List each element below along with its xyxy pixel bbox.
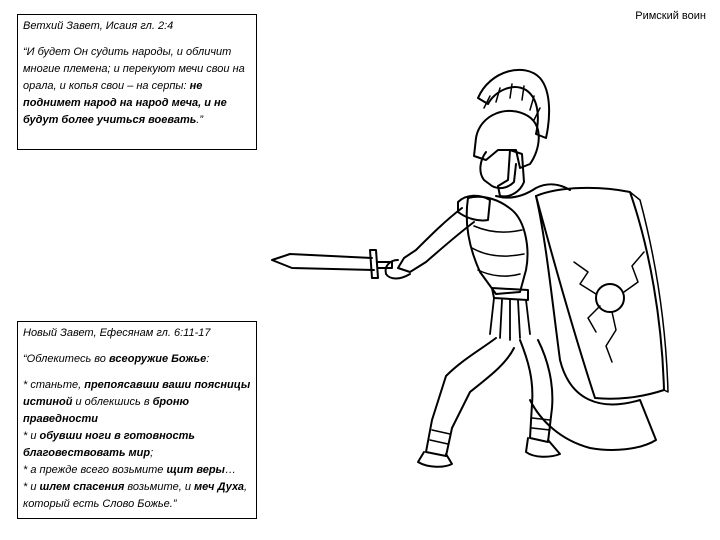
helmet: [474, 111, 539, 168]
new-testament-reference: Новый Завет, Ефесянам гл. 6:11-17: [23, 327, 211, 339]
roman-soldier-illustration: [262, 48, 682, 508]
armor-item-bold2: меч Духа: [194, 481, 245, 493]
quote-open-mark: “: [23, 46, 27, 58]
armor-item: [23, 462, 251, 479]
pteruges: [490, 298, 530, 340]
back-leg: [520, 340, 552, 442]
boot-straps: [430, 418, 550, 444]
armor-item: [23, 479, 251, 513]
slide-title: Римский воин: [635, 10, 706, 22]
armor-item-suffix: и облекшись в: [72, 396, 153, 408]
shield-boss: [596, 284, 624, 312]
armor-intro-bold: всеоружие Божье: [108, 353, 207, 365]
armor-intro: [23, 351, 251, 368]
cape: [530, 196, 656, 450]
armor-intro-end: :: [206, 353, 210, 365]
armor-item-bold2: броню праведности: [23, 396, 190, 425]
old-testament-quote: [23, 44, 251, 129]
new-testament-quote-box: [17, 321, 257, 519]
armor-intro-plain: “Облекитесь во: [23, 353, 109, 365]
armor-item-bold: препоясавши ваши поясницы истиной: [23, 379, 251, 408]
sword-guard: [370, 250, 378, 278]
armor-item: [23, 428, 251, 462]
armor-item-prefix: * станьте,: [23, 379, 85, 391]
armor-item-prefix: * и: [23, 481, 40, 493]
armor-item-suffix: …: [224, 464, 236, 476]
quote-plain-text: И будет Он судить народы, и обличит многие племена; и перекуют мечи свои на орала, и копья свои – на серпы:: [23, 46, 245, 92]
front-leg: [426, 338, 514, 456]
old-testament-reference: Ветхий Завет, Исаия гл. 2:4: [23, 20, 174, 32]
armor-item-suffix: возьмите, и: [124, 481, 195, 493]
sword-blade: [272, 254, 374, 270]
face: [480, 152, 516, 188]
armor-item-suffix: ;: [150, 447, 154, 459]
quote-bold-text: не поднимет народ на народ меча, и не будут более учиться воевать: [23, 80, 227, 126]
cheek-guard: [498, 150, 524, 196]
shield-lightning: [574, 252, 644, 362]
quote-close-mark: .”: [196, 114, 204, 126]
torso-armor-bands: [472, 226, 524, 276]
armor-item-bold: щит веры: [166, 464, 225, 476]
armor-item-bold: шлем спасения: [39, 481, 125, 493]
sword-grip: [378, 262, 392, 268]
armor-item-prefix: * а прежде всего возьмите: [23, 464, 167, 476]
sword-arm: [398, 208, 474, 272]
armor-item-prefix: * и: [23, 430, 40, 442]
armor-item-bold: обувши ноги в готовность благовествовать мир: [23, 430, 195, 459]
helmet-crest: [478, 70, 549, 138]
armor-item-suffix2: , который есть Слово Божье.”: [23, 481, 248, 510]
armor-item: [23, 377, 251, 428]
torso-armor: [467, 197, 528, 294]
old-testament-quote-box: [17, 14, 257, 150]
